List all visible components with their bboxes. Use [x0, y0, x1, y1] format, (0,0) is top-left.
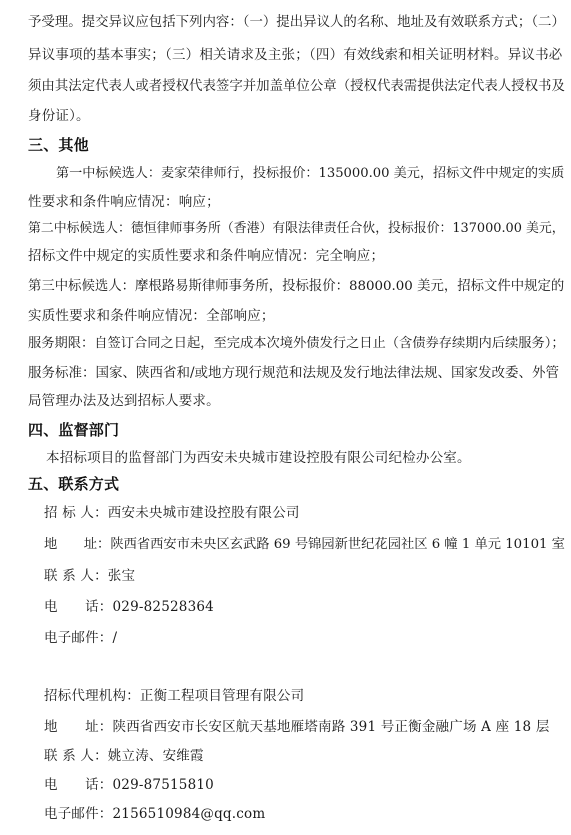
- candidate-1-line-1: 第一中标候选人：麦家荣律师行，投标报价：135000.00 美元，招标文件中规定的实质: [56, 166, 565, 181]
- candidate-3-line-1: 第三中标候选人：摩根路易斯律师事务所，投标报价：88000.00 美元，招标文件中规定的: [28, 279, 565, 294]
- agency-name-row: [44, 684, 304, 704]
- agency-name-label: 招标代理机构：: [44, 688, 140, 704]
- tenderer-contact-label: 联 系 人：: [44, 568, 108, 584]
- objection-line-4: 身份证）。: [28, 108, 90, 124]
- candidate-3-line-2: 实质性要求和条件响应情况：全部响应；: [28, 308, 275, 324]
- tenderer-email: /: [112, 630, 118, 646]
- tenderer-contact-row: [44, 564, 135, 584]
- agency-contact-row: [44, 744, 204, 764]
- objection-line-3: 须由其法定代表人或者授权代表签字并加盖单位公章（授权代表需提供法定代表人授权书及: [28, 79, 565, 94]
- section-5-heading: 五、联系方式: [28, 475, 120, 493]
- agency-phone: 029-87515810: [112, 777, 214, 793]
- service-standard-line-2: 局管理办法及达到招标人要求。: [28, 393, 220, 409]
- candidate-2-line-2: 招标文件中规定的实质性要求和条件响应情况：完全响应；: [28, 248, 385, 264]
- section-3-heading: 三、其他: [28, 136, 89, 154]
- tenderer-address-row: [44, 533, 565, 552]
- tenderer-phone-row: [44, 595, 214, 615]
- tenderer-phone: 029-82528364: [112, 599, 214, 615]
- candidate-1-line-2: 性要求和条件响应情况：响应；: [28, 194, 220, 210]
- tenderer-email-label: 电子邮件：: [44, 630, 113, 646]
- agency-address-row: [44, 715, 550, 735]
- service-standard-line-1: 服务标准：国家、陕西省和/或地方现行规范和法规及发行地法律法规、国家发改委、外管: [28, 365, 560, 381]
- tenderer-contact: 张宝: [107, 568, 136, 584]
- tenderer-name: 西安未央城市建设控股有限公司: [107, 505, 300, 521]
- supervision-text: 本招标项目的监督部门为西安未央城市建设控股有限公司纪检办公室。: [46, 450, 471, 466]
- objection-line-2: 异议事项的基本事实；（三）相关请求及主张；（四）有效线索和相关证明材料。异议书必: [28, 47, 563, 63]
- tenderer-address: 陕西省西安市未央区玄武路 69 号锦园新世纪花园社区 6 幢 1 单元 10101 室: [110, 537, 565, 552]
- tenderer-name-row: [44, 501, 300, 521]
- agency-email[interactable]: 2156510984@qq.com: [112, 806, 266, 822]
- service-period: 服务期限：自签订合同之日起，至完成本次境外债发行之日止（含债券存续期内后续服务）；: [28, 336, 565, 351]
- tenderer-phone-label: 电 话：: [44, 599, 113, 615]
- agency-name: 正衡工程项目管理有限公司: [139, 688, 305, 704]
- agency-email-row: [44, 802, 265, 822]
- agency-address-label: 地 址：: [44, 719, 113, 735]
- agency-contact: 姚立涛、安维霞: [107, 748, 204, 764]
- tenderer-address-label: 地 址：: [44, 537, 111, 552]
- agency-contact-label: 联 系 人：: [44, 748, 108, 764]
- tenderer-name-label: 招 标 人：: [44, 505, 108, 521]
- agency-phone-row: [44, 773, 214, 793]
- agency-email-label: 电子邮件：: [44, 806, 113, 822]
- section-4-heading: 四、监督部门: [28, 421, 120, 439]
- agency-phone-label: 电 话：: [44, 777, 113, 793]
- agency-address: 陕西省西安市长安区航天基地雁塔南路 391 号正衡金融广场 A 座 18 层: [112, 719, 550, 735]
- objection-line-1: 予受理。提交异议应包括下列内容：（一）提出异议人的名称、地址及有效联系方式；（二）: [28, 15, 565, 30]
- candidate-2-line-1: 第二中标候选人：德恒律师事务所（香港）有限法律责任合伙，投标报价：137000.00 美元，: [28, 221, 565, 236]
- tenderer-email-row: [44, 626, 117, 646]
